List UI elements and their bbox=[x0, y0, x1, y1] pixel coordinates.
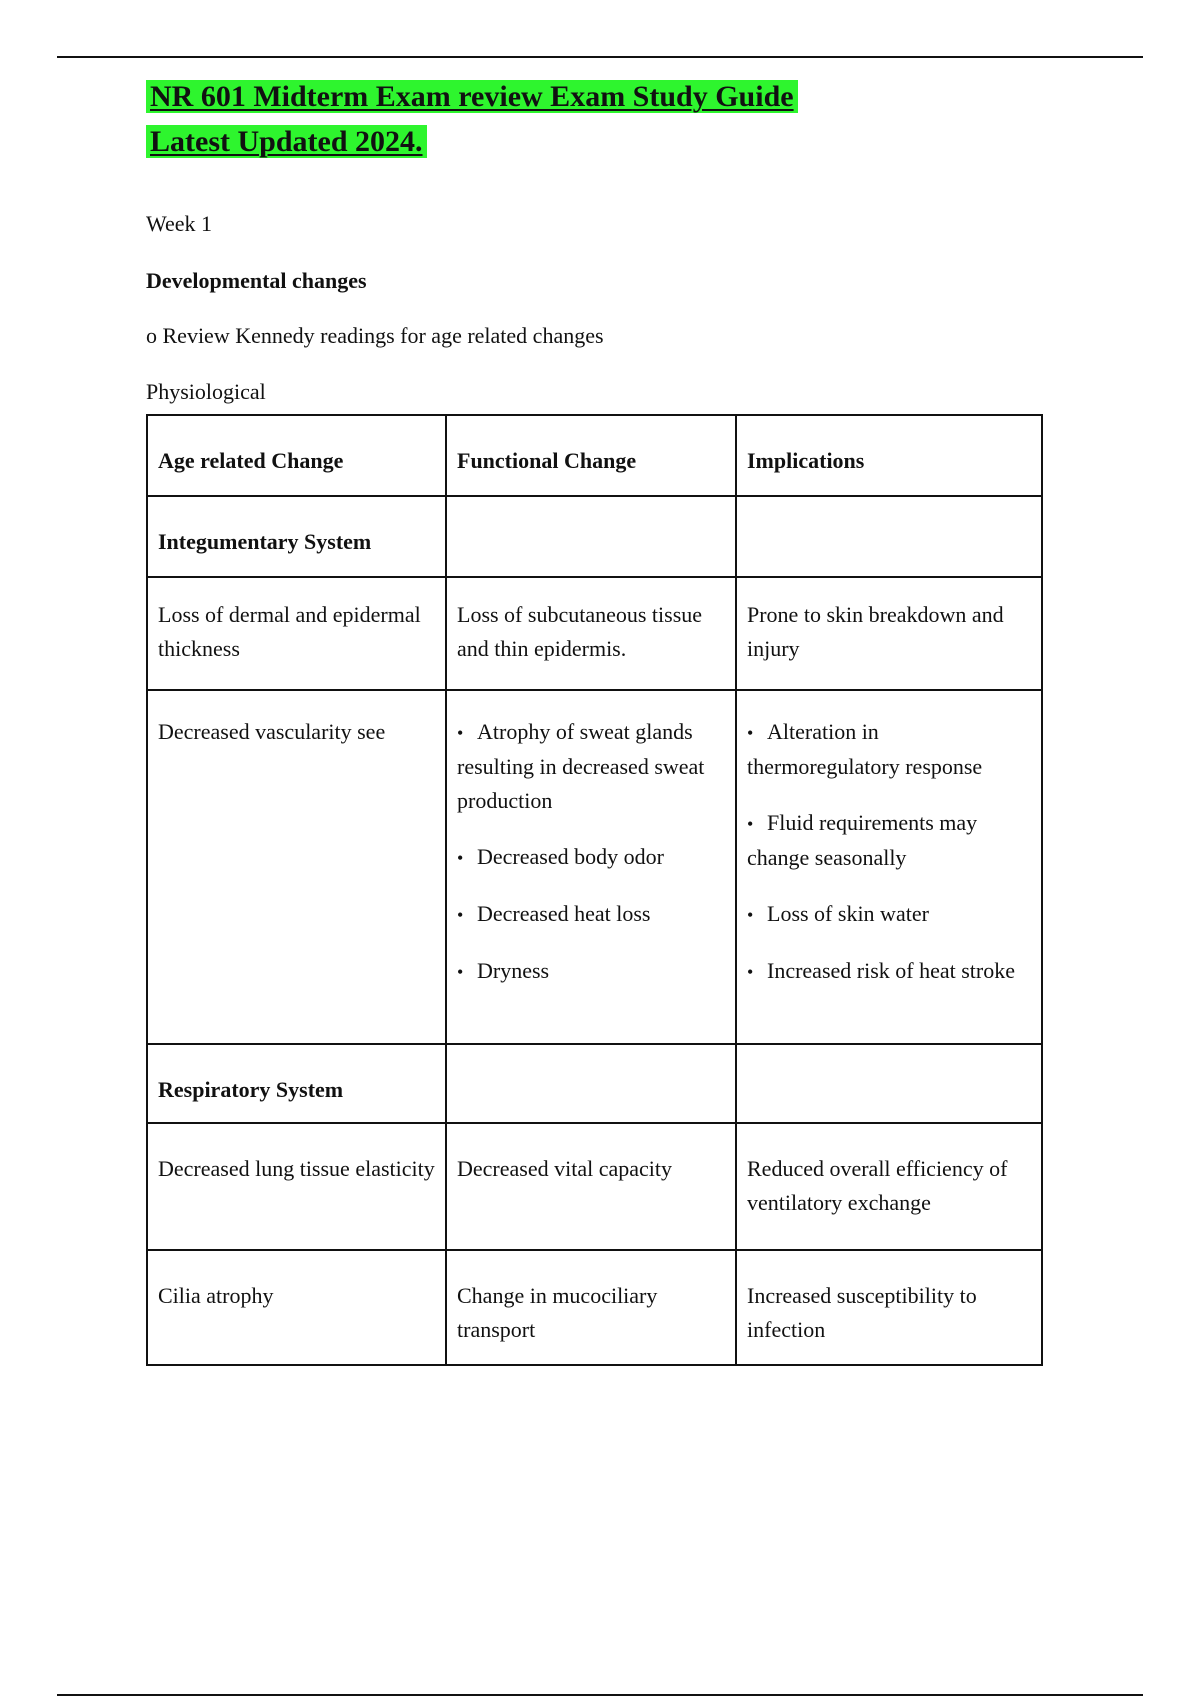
cell-functional-change bbox=[446, 690, 736, 1044]
cell-age-change: Decreased vascularity see bbox=[147, 690, 446, 1044]
list-item: • Loss of skin water bbox=[747, 897, 1031, 932]
title-line-1: NR 601 Midterm Exam review Exam Study Guide bbox=[146, 80, 798, 113]
document-page bbox=[146, 74, 1041, 1342]
title-line-2: Latest Updated 2024. bbox=[146, 125, 427, 158]
empty-cell bbox=[736, 1044, 1042, 1123]
week-label: Week 1 bbox=[146, 211, 213, 236]
bullet-list bbox=[747, 715, 1031, 989]
review-note: o Review Kennedy readings for age related changes bbox=[146, 323, 604, 348]
header-age-related-change: Age related Change bbox=[147, 415, 446, 496]
document-title bbox=[146, 74, 1041, 164]
cell-implications: Increased susceptibility to infection bbox=[736, 1250, 1042, 1365]
cell-implications bbox=[736, 690, 1042, 1044]
empty-cell bbox=[736, 496, 1042, 577]
bullet-list bbox=[457, 715, 725, 989]
section-integumentary: Integumentary System bbox=[147, 496, 446, 577]
table-header-row bbox=[147, 415, 1042, 496]
cell-implications: Prone to skin breakdown and injury bbox=[736, 577, 1042, 690]
table-row bbox=[147, 690, 1042, 1044]
cell-functional-change: Change in mucociliary transport bbox=[446, 1250, 736, 1365]
list-item: • Dryness bbox=[457, 954, 725, 989]
table-row bbox=[147, 1250, 1042, 1365]
list-item: • Decreased heat loss bbox=[457, 897, 725, 932]
header-implications: Implications bbox=[736, 415, 1042, 496]
list-item: • Fluid requirements may change seasonally bbox=[747, 806, 1031, 875]
age-related-changes-table bbox=[146, 414, 1043, 1366]
header-functional-change: Functional Change bbox=[446, 415, 736, 496]
table-row bbox=[147, 577, 1042, 690]
cell-implications: Reduced overall efficiency of ventilatory exchange bbox=[736, 1123, 1042, 1250]
list-item: • Increased risk of heat stroke bbox=[747, 954, 1031, 989]
section-row-respiratory bbox=[147, 1044, 1042, 1123]
empty-cell bbox=[446, 1044, 736, 1123]
list-item: • Decreased body odor bbox=[457, 840, 725, 875]
list-item: • Alteration in thermoregulatory response bbox=[747, 715, 1031, 784]
category-label: Physiological bbox=[146, 379, 266, 404]
top-rule bbox=[57, 56, 1143, 58]
cell-functional-change: Decreased vital capacity bbox=[446, 1123, 736, 1250]
bottom-rule bbox=[57, 1694, 1143, 1696]
section-row-integumentary bbox=[147, 496, 1042, 577]
table-row bbox=[147, 1123, 1042, 1250]
list-item: • Atrophy of sweat glands resulting in decreased sweat production bbox=[457, 715, 725, 818]
cell-age-change: Loss of dermal and epidermal thickness bbox=[147, 577, 446, 690]
cell-age-change: Decreased lung tissue elasticity bbox=[147, 1123, 446, 1250]
empty-cell bbox=[446, 496, 736, 577]
cell-age-change: Cilia atrophy bbox=[147, 1250, 446, 1365]
cell-functional-change: Loss of subcutaneous tissue and thin epidermis. bbox=[446, 577, 736, 690]
section-heading: Developmental changes bbox=[146, 268, 367, 293]
section-respiratory: Respiratory System bbox=[147, 1044, 446, 1123]
